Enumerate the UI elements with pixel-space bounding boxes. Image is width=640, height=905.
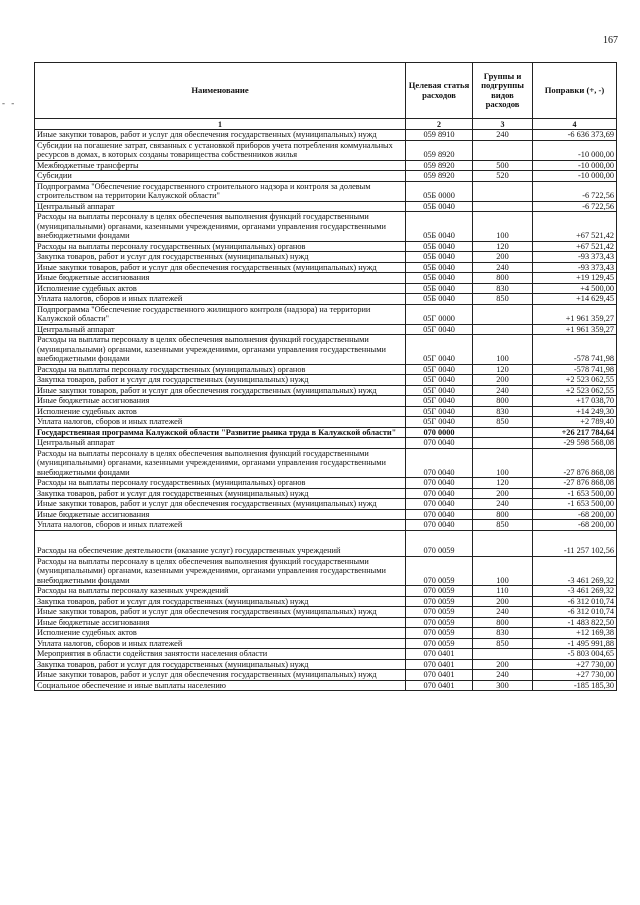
table-row: [35, 181, 617, 201]
table-row: [35, 427, 617, 438]
table-row: [35, 499, 617, 510]
cell-name: Закупка товаров, работ и услуг для государственных (муниципальных) нужд: [35, 488, 406, 499]
cell-name: Государственная программа Калужской области "Развитие рынка труда в Калужской области": [35, 427, 406, 438]
cell-name: Иные закупки товаров, работ и услуг для обеспечения государственных (муниципальных) нужд: [35, 499, 406, 510]
cell-group: 240: [473, 130, 533, 141]
cell-name: Уплата налогов, сборов и иных платежей: [35, 520, 406, 531]
cell-code: 070 0059: [406, 628, 473, 639]
cell-code: 05Г 0000: [406, 304, 473, 324]
cell-name: Межбюджетные трансферты: [35, 160, 406, 171]
cell-code: 05Г 0040: [406, 385, 473, 396]
column-number: 4: [533, 119, 617, 130]
table-row: [35, 241, 617, 252]
cell-name: Уплата налогов, сборов и иных платежей: [35, 638, 406, 649]
cell-name: Центральный аппарат: [35, 201, 406, 212]
table-row: [35, 396, 617, 407]
cell-group: 240: [473, 385, 533, 396]
cell-group: [473, 304, 533, 324]
cell-amount: +1 961 359,27: [533, 304, 617, 324]
table-row: [35, 406, 617, 417]
cell-amount: -3 461 269,32: [533, 556, 617, 586]
cell-name: Исполнение судебных актов: [35, 628, 406, 639]
cell-amount: +19 129,45: [533, 273, 617, 284]
cell-group: 830: [473, 283, 533, 294]
table-row: [35, 364, 617, 375]
cell-group: 800: [473, 273, 533, 284]
header-row: [35, 63, 617, 119]
cell-code: 059 8920: [406, 160, 473, 171]
table-row: [35, 438, 617, 449]
cell-amount: -6 722,56: [533, 181, 617, 201]
cell-amount: -11 257 102,56: [533, 530, 617, 556]
cell-code: 05Б 0040: [406, 294, 473, 305]
cell-group: 200: [473, 596, 533, 607]
table-row: [35, 252, 617, 263]
cell-amount: -10 000,00: [533, 140, 617, 160]
header-amount: Поправки (+, -): [533, 63, 617, 119]
cell-amount: -6 636 373,69: [533, 130, 617, 141]
cell-group: [473, 530, 533, 556]
cell-code: 070 0059: [406, 607, 473, 618]
cell-code: 05Б 0040: [406, 273, 473, 284]
table-row: [35, 509, 617, 520]
cell-name: Иные бюджетные ассигнования: [35, 509, 406, 520]
cell-name: Закупка товаров, работ и услуг для государственных (муниципальных) нужд: [35, 375, 406, 386]
cell-group: 800: [473, 509, 533, 520]
cell-group: 100: [473, 556, 533, 586]
cell-group: 100: [473, 335, 533, 365]
cell-name: Подпрограмма "Обеспечение государственного строительного надзора и контроля за долевым строительством на территории Калужской области": [35, 181, 406, 201]
cell-code: 05Г 0040: [406, 375, 473, 386]
cell-code: 070 0040: [406, 438, 473, 449]
cell-group: 100: [473, 448, 533, 478]
cell-group: 850: [473, 294, 533, 305]
table-row: [35, 530, 617, 556]
table-row: [35, 140, 617, 160]
cell-code: 070 0401: [406, 649, 473, 660]
cell-name: Уплата налогов, сборов и иных платежей: [35, 294, 406, 305]
table-row: [35, 659, 617, 670]
cell-code: 070 0401: [406, 670, 473, 681]
cell-amount: +12 169,38: [533, 628, 617, 639]
cell-name: Исполнение судебных актов: [35, 406, 406, 417]
cell-amount: -3 461 269,32: [533, 586, 617, 597]
cell-code: 05Г 0040: [406, 324, 473, 335]
cell-code: 070 0000: [406, 427, 473, 438]
cell-code: 070 0401: [406, 680, 473, 691]
cell-amount: +27 730,00: [533, 659, 617, 670]
cell-name: Расходы на обеспечение деятельности (оказание услуг) государственных учреждений: [35, 530, 406, 556]
cell-group: 240: [473, 607, 533, 618]
table-row: [35, 478, 617, 489]
cell-code: 05Б 0040: [406, 283, 473, 294]
table-row: [35, 385, 617, 396]
cell-group: 240: [473, 499, 533, 510]
cell-code: 059 8920: [406, 171, 473, 182]
table-row: [35, 273, 617, 284]
table-row: [35, 596, 617, 607]
cell-amount: -1 653 500,00: [533, 499, 617, 510]
cell-amount: -10 000,00: [533, 171, 617, 182]
cell-name: Иные закупки товаров, работ и услуг для обеспечения государственных (муниципальных) нужд: [35, 262, 406, 273]
cell-group: 830: [473, 406, 533, 417]
table-row: [35, 649, 617, 660]
table-row: [35, 670, 617, 681]
cell-code: 05Г 0040: [406, 335, 473, 365]
cell-amount: +1 961 359,27: [533, 324, 617, 335]
cell-amount: +26 217 784,64: [533, 427, 617, 438]
cell-code: 05Б 0040: [406, 201, 473, 212]
table-row: [35, 586, 617, 597]
cell-amount: -1 483 822,50: [533, 617, 617, 628]
cell-code: 070 0059: [406, 596, 473, 607]
table-row: [35, 283, 617, 294]
cell-code: 070 0040: [406, 499, 473, 510]
cell-name: Расходы на выплаты персоналу государственных (муниципальных) органов: [35, 364, 406, 375]
cell-name: Иные закупки товаров, работ и услуг для обеспечения государственных (муниципальных) нужд: [35, 607, 406, 618]
table-row: [35, 212, 617, 242]
cell-group: 200: [473, 488, 533, 499]
cell-code: 05Б 0040: [406, 262, 473, 273]
cell-amount: +67 521,42: [533, 241, 617, 252]
cell-amount: -578 741,98: [533, 335, 617, 365]
cell-name: Исполнение судебных актов: [35, 283, 406, 294]
header-code: Целевая статья расходов: [406, 63, 473, 119]
cell-amount: -5 803 004,65: [533, 649, 617, 660]
cell-group: 120: [473, 241, 533, 252]
cell-group: [473, 140, 533, 160]
budget-table: [34, 62, 617, 691]
cell-group: 850: [473, 417, 533, 428]
cell-group: 240: [473, 670, 533, 681]
cell-name: Закупка товаров, работ и услуг для государственных (муниципальных) нужд: [35, 659, 406, 670]
cell-name: Закупка товаров, работ и услуг для государственных (муниципальных) нужд: [35, 252, 406, 263]
cell-name: Иные бюджетные ассигнования: [35, 273, 406, 284]
table-row: [35, 638, 617, 649]
column-number: 3: [473, 119, 533, 130]
column-number: 1: [35, 119, 406, 130]
cell-code: 05Б 0000: [406, 181, 473, 201]
cell-group: [473, 649, 533, 660]
cell-amount: -93 373,43: [533, 252, 617, 263]
cell-amount: +14 629,45: [533, 294, 617, 305]
cell-code: 070 0040: [406, 520, 473, 531]
cell-code: 05Г 0040: [406, 396, 473, 407]
cell-code: 070 0059: [406, 586, 473, 597]
cell-name: Центральный аппарат: [35, 438, 406, 449]
cell-amount: -185 185,30: [533, 680, 617, 691]
cell-group: 830: [473, 628, 533, 639]
cell-group: 120: [473, 478, 533, 489]
cell-amount: -27 876 868,08: [533, 448, 617, 478]
table-row: [35, 324, 617, 335]
table-row: [35, 294, 617, 305]
cell-amount: +2 523 062,55: [533, 385, 617, 396]
cell-group: 200: [473, 252, 533, 263]
cell-amount: -29 598 568,08: [533, 438, 617, 449]
column-number-row: [35, 119, 617, 130]
table-row: [35, 160, 617, 171]
cell-code: 059 8920: [406, 140, 473, 160]
cell-group: 110: [473, 586, 533, 597]
cell-amount: +17 038,70: [533, 396, 617, 407]
table-row: [35, 520, 617, 531]
page-number: 167: [603, 35, 618, 46]
cell-code: 070 0059: [406, 617, 473, 628]
cell-code: 070 0059: [406, 530, 473, 556]
cell-group: 200: [473, 375, 533, 386]
cell-name: Иные бюджетные ассигнования: [35, 396, 406, 407]
cell-amount: +27 730,00: [533, 670, 617, 681]
cell-name: Расходы на выплаты персоналу государственных (муниципальных) органов: [35, 241, 406, 252]
cell-group: [473, 181, 533, 201]
cell-name: Расходы на выплаты персоналу в целях обеспечения выполнения функций государственными (муниципальными) органами, казенными учреждениями, органами управления государственными внебюджетными фондами: [35, 212, 406, 242]
cell-name: Расходы на выплаты персоналу в целях обеспечения выполнения функций государственными (муниципальными) органами, казенными учреждениями, органами управления государственными внебюджетными фондами: [35, 448, 406, 478]
cell-amount: -1 495 991,88: [533, 638, 617, 649]
cell-amount: -6 312 010,74: [533, 607, 617, 618]
cell-name: Уплата налогов, сборов и иных платежей: [35, 417, 406, 428]
table-row: [35, 448, 617, 478]
margin-mark: - -: [2, 98, 17, 108]
column-number: 2: [406, 119, 473, 130]
table-row: [35, 335, 617, 365]
cell-amount: +14 249,30: [533, 406, 617, 417]
table-row: [35, 171, 617, 182]
cell-amount: -27 876 868,08: [533, 478, 617, 489]
cell-amount: -68 200,00: [533, 520, 617, 531]
cell-amount: -6 722,56: [533, 201, 617, 212]
cell-group: 200: [473, 659, 533, 670]
cell-name: Расходы на выплаты персоналу казенных учреждений: [35, 586, 406, 597]
cell-code: 05Б 0040: [406, 252, 473, 263]
cell-amount: +4 500,00: [533, 283, 617, 294]
cell-name: Иные закупки товаров, работ и услуг для обеспечения государственных (муниципальных) нужд: [35, 385, 406, 396]
header-group: Группы и подгруппы видов расходов: [473, 63, 533, 119]
cell-group: 800: [473, 617, 533, 628]
table-row: [35, 304, 617, 324]
cell-amount: -68 200,00: [533, 509, 617, 520]
cell-group: [473, 438, 533, 449]
cell-name: Расходы на выплаты персоналу государственных (муниципальных) органов: [35, 478, 406, 489]
cell-amount: -10 000,00: [533, 160, 617, 171]
table-row: [35, 617, 617, 628]
table-row: [35, 262, 617, 273]
cell-code: 070 0040: [406, 448, 473, 478]
cell-group: 520: [473, 171, 533, 182]
cell-name: Иные закупки товаров, работ и услуг для обеспечения государственных (муниципальных) нужд: [35, 130, 406, 141]
cell-group: [473, 201, 533, 212]
cell-group: 500: [473, 160, 533, 171]
cell-name: Расходы на выплаты персоналу в целях обеспечения выполнения функций государственными (муниципальными) органами, казенными учреждениями, органами управления государственными внебюджетными фондами: [35, 556, 406, 586]
cell-amount: +2 789,40: [533, 417, 617, 428]
cell-amount: -578 741,98: [533, 364, 617, 375]
cell-group: 850: [473, 638, 533, 649]
table-row: [35, 607, 617, 618]
cell-group: 100: [473, 212, 533, 242]
table-row: [35, 130, 617, 141]
cell-code: 05Г 0040: [406, 364, 473, 375]
cell-group: 120: [473, 364, 533, 375]
cell-amount: +2 523 062,55: [533, 375, 617, 386]
table-row: [35, 375, 617, 386]
cell-name: Субсидии на погашение затрат, связанных с установкой приборов учета потребления коммунальных ресурсов в домах, в которых созданы товарищества собственников жилья: [35, 140, 406, 160]
cell-name: Социальное обеспечение и иные выплаты населению: [35, 680, 406, 691]
cell-group: [473, 427, 533, 438]
cell-group: 850: [473, 520, 533, 531]
table-row: [35, 488, 617, 499]
cell-amount: -6 312 010,74: [533, 596, 617, 607]
cell-code: 059 8910: [406, 130, 473, 141]
cell-name: Закупка товаров, работ и услуг для государственных (муниципальных) нужд: [35, 596, 406, 607]
cell-name: Иные закупки товаров, работ и услуг для обеспечения государственных (муниципальных) нужд: [35, 670, 406, 681]
header-name: Наименование: [35, 63, 406, 119]
cell-group: 300: [473, 680, 533, 691]
cell-group: [473, 324, 533, 335]
table-row: [35, 417, 617, 428]
cell-amount: -1 653 500,00: [533, 488, 617, 499]
cell-code: 05Г 0040: [406, 406, 473, 417]
table-row: [35, 201, 617, 212]
cell-amount: -93 373,43: [533, 262, 617, 273]
cell-code: 05Г 0040: [406, 417, 473, 428]
cell-code: 070 0059: [406, 556, 473, 586]
cell-name: Подпрограмма "Обеспечение государственного жилищного контроля (надзора) на территории Калужской области": [35, 304, 406, 324]
cell-code: 070 0040: [406, 509, 473, 520]
cell-name: Расходы на выплаты персоналу в целях обеспечения выполнения функций государственными (муниципальными) органами, казенными учреждениями, органами управления государственными внебюджетными фондами: [35, 335, 406, 365]
cell-code: 070 0040: [406, 488, 473, 499]
cell-name: Субсидии: [35, 171, 406, 182]
cell-code: 070 0401: [406, 659, 473, 670]
table-row: [35, 628, 617, 639]
cell-code: 05Б 0040: [406, 212, 473, 242]
cell-group: 240: [473, 262, 533, 273]
cell-code: 05Б 0040: [406, 241, 473, 252]
cell-name: Мероприятия в области содействия занятости населения области: [35, 649, 406, 660]
cell-group: 800: [473, 396, 533, 407]
table-row: [35, 556, 617, 586]
cell-name: Иные бюджетные ассигнования: [35, 617, 406, 628]
cell-code: 070 0059: [406, 638, 473, 649]
cell-amount: +67 521,42: [533, 212, 617, 242]
cell-code: 070 0040: [406, 478, 473, 489]
table-row: [35, 680, 617, 691]
cell-name: Центральный аппарат: [35, 324, 406, 335]
